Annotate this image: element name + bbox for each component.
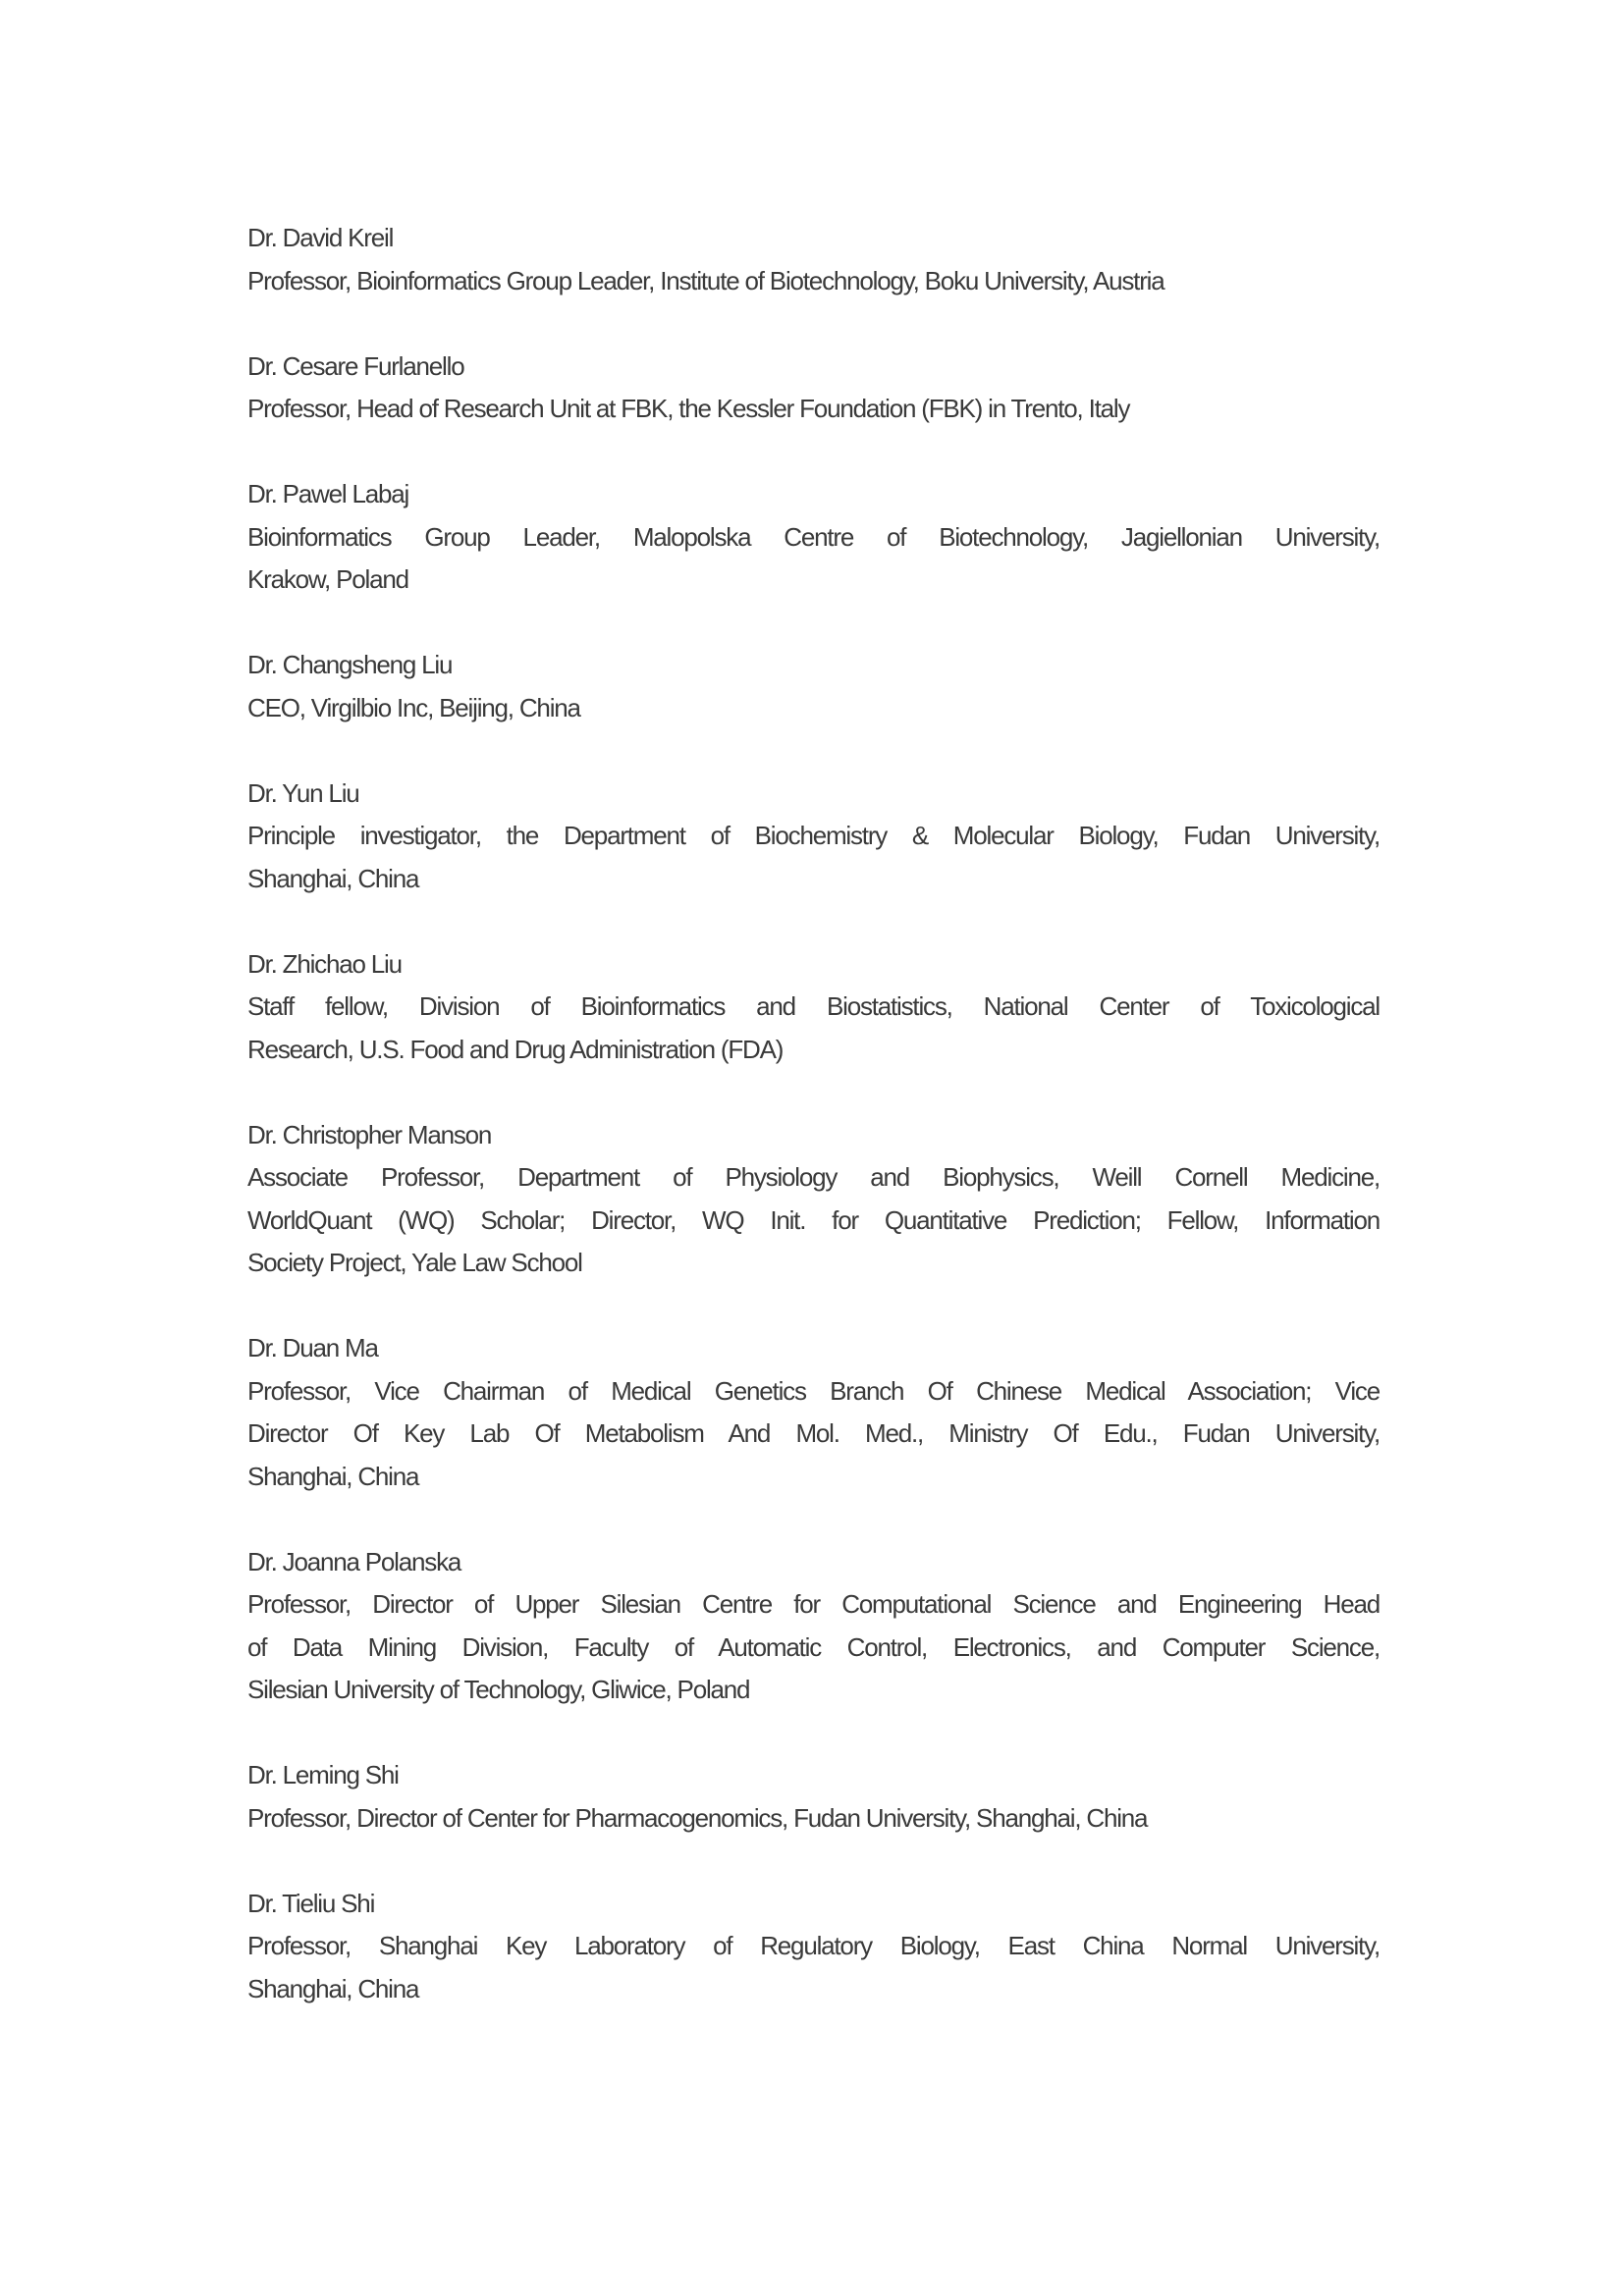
affiliation-line: Bioinformatics Group Leader, Malopolska Centre of Biotechnology, Jagiellonian University, xyxy=(247,521,1380,552)
person-name: Dr. David Kreil xyxy=(247,223,394,252)
person-affiliation xyxy=(247,687,1380,730)
affiliation-line: Professor, Director of Upper Silesian Centre for Computational Science and Engineering Head xyxy=(247,1589,1380,1619)
person-entry xyxy=(247,1754,1380,1840)
affiliation-line: Professor, Shanghai Key Laboratory of Regulatory Biology, East China Normal University, xyxy=(247,1931,1380,1960)
person-name: Dr. Changsheng Liu xyxy=(247,650,453,679)
affiliation-line: of Data Mining Division, Faculty of Automatic Control, Electronics, and Computer Science, xyxy=(247,1631,1380,1662)
person-name: Dr. Zhichao Liu xyxy=(247,948,402,979)
advisory-board-list xyxy=(247,217,1380,2054)
affiliation-line: Shanghai, China xyxy=(247,1973,419,2003)
affiliation-line: Research, U.S. Food and Drug Administration (FDA) xyxy=(247,1034,784,1064)
person-entry xyxy=(247,644,1380,729)
affiliation-line: Professor, Head of Research Unit at FBK, the Kessler Foundation (FBK) in Trento, Italy xyxy=(247,394,1130,423)
person-name: Dr. Christopher Manson xyxy=(247,1119,492,1149)
affiliation-line: Shanghai, China xyxy=(247,1461,419,1491)
affiliation-line: Staff fellow, Division of Bioinformatics and Biostatistics, National Center of Toxicological xyxy=(247,991,1380,1021)
person-affiliation xyxy=(247,1370,1380,1499)
affiliation-line: Krakow, Poland xyxy=(247,564,408,594)
person-affiliation xyxy=(247,986,1380,1071)
person-entry xyxy=(247,1541,1380,1712)
person-name: Dr. Tieliu Shi xyxy=(247,1888,375,1918)
person-affiliation xyxy=(247,516,1380,602)
person-affiliation xyxy=(247,260,1380,303)
affiliation-line: Principle investigator, the Department of Biochemistry & Molecular Biology, Fudan University, xyxy=(247,821,1380,850)
affiliation-line: Director Of Key Lab Of Metabolism And Mol. Med., Ministry Of Edu., Fudan University, xyxy=(247,1418,1380,1448)
affiliation-line: Professor, Vice Chairman of Medical Genetics Branch Of Chinese Medical Association; Vice xyxy=(247,1375,1380,1406)
person-entry xyxy=(247,217,1380,302)
person-name: Dr. Joanna Polanska xyxy=(247,1546,461,1576)
person-entry xyxy=(247,1883,1380,2011)
person-entry xyxy=(247,943,1380,1072)
person-name: Dr. Yun Liu xyxy=(247,777,359,808)
person-entry xyxy=(247,1327,1380,1498)
person-affiliation xyxy=(247,1156,1380,1285)
person-entry xyxy=(247,773,1380,901)
affiliation-line: Associate Professor, Department of Physiology and Biophysics, Weill Cornell Medicine, xyxy=(247,1162,1380,1192)
affiliation-line: CEO, Virgilbio Inc, Beijing, China xyxy=(247,692,580,722)
affiliation-line: Silesian University of Technology, Gliwice, Poland xyxy=(247,1675,750,1704)
person-name: Dr. Leming Shi xyxy=(247,1760,399,1789)
person-entry xyxy=(247,473,1380,602)
person-entry xyxy=(247,346,1380,431)
person-affiliation xyxy=(247,1583,1380,1712)
affiliation-line: Shanghai, China xyxy=(247,863,419,893)
affiliation-line: Professor, Bioinformatics Group Leader, Institute of Biotechnology, Boku University, Austria xyxy=(247,265,1164,295)
person-name: Dr. Cesare Furlanello xyxy=(247,350,464,381)
affiliation-line: Professor, Director of Center for Pharmacogenomics, Fudan University, Shanghai, China xyxy=(247,1802,1148,1833)
affiliation-line: Society Project, Yale Law School xyxy=(247,1248,582,1277)
person-affiliation xyxy=(247,1797,1380,1841)
person-name: Dr. Pawel Labaj xyxy=(247,479,409,508)
person-entry xyxy=(247,1114,1380,1285)
person-name: Dr. Duan Ma xyxy=(247,1333,378,1362)
affiliation-line: WorldQuant (WQ) Scholar; Director, WQ Init. for Quantitative Prediction; Fellow, Information xyxy=(247,1204,1380,1235)
person-affiliation xyxy=(247,1925,1380,2010)
person-affiliation xyxy=(247,815,1380,900)
person-affiliation xyxy=(247,388,1380,431)
